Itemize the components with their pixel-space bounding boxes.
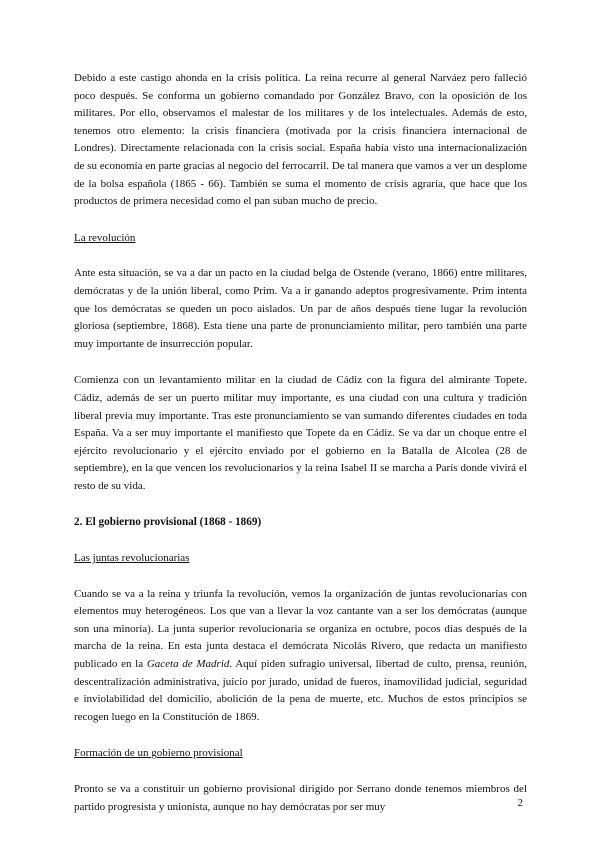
section-heading-gobierno-provisional: 2. El gobierno provisional (1868 - 1869) bbox=[74, 516, 262, 529]
page-content bbox=[74, 70, 527, 835]
paragraph-ostende-pact: Ante esta situación, se va a dar un pacto en la ciudad belga de Ostende (verano, 1866) entre militares, demócratas y de la unión liberal, como Prim. Va a ir ganando adeptos progresivamente. Prim intenta que los demócratas se queden un poco aislados. Un par de años después tiene lugar la revolución gloriosa (septiembre, 1868). Esta tiene una parte de pronunciamiento militar, pero también una parte muy importante de insurrección popular. bbox=[74, 267, 527, 350]
gaceta-de-madrid-title: Gaceta de Madrid bbox=[146, 658, 230, 671]
page-number: 2 bbox=[517, 797, 523, 809]
subheading-formacion-gobierno: Formación de un gobierno provisional bbox=[74, 747, 243, 760]
paragraph-juntas-text-2: . Aquí piden sufragio universal, libertad de culto, prensa, reunión, descentralización administrativa, juicio por jurado, unidad de fueros, inamovilidad judicial, seguridad e inviolabilidad del domicilio, abolición de la pena de muerte, etc. Muchos de estos principios se recogen luego en la Constitución de 1869. bbox=[74, 658, 527, 723]
paragraph-political-crisis: Debido a este castigo ahonda en la crisis política. La reina recurre al general Narváez pero falleció poco después. Se conforma un gobierno comandado por González Bravo, con la oposición de los militares. Por ello, observamos el malestar de los militares y de los intelectuales. Además de esto, tenemos otro elemento: la crisis financiera (motivada por la crisis financiera internacional de Londres). Directamente relacionada con la crisis social. España había visto una internacionalización de su economía en parte gracias al negocio del ferrocarril. De tal manera que vamos a ver un desplome de la bolsa española (1865 - 66). También se suma el momento de crisis agraria, que hace que los productos de primera necesidad como el pan suban mucho de precio. bbox=[74, 72, 527, 208]
subheading-la-revolucion: La revolución bbox=[74, 231, 136, 244]
paragraph-juntas bbox=[74, 586, 527, 727]
paragraph-gobierno-serrano: Pronto se va a constituir un gobierno provisional dirigido por Serrano donde tenemos miembros del partido progresista y unionista, aunque no hay demócratas por ser muy bbox=[74, 783, 527, 813]
paragraph-juntas-text-1: Cuando se va a la reina y triunfa la revolución, vemos la organización de juntas revolucionarias con elementos muy heterogéneos. Los que van a llevar la voz cantante van a ser los demócratas (aunque son una minoría). La junta superior revolucionaria se organiza en octubre, pocos días después de la marcha de la reina. En esta junta destaca el demócrata Nicolás Rivero, que redacta un manifiesto publicado en la bbox=[74, 587, 527, 671]
subheading-juntas-revolucionarias: Las juntas revolucionarias bbox=[74, 552, 190, 565]
paragraph-cadiz-uprising: Comienza con un levantamiento militar en la ciudad de Cádiz con la figura del almirante Topete. Cádiz, además de ser un puerto militar muy importante, es una ciudad con una cultura y tradición liberal previa muy importante. Tras este pronunciamiento se van sumando diferentes ciudades en toda España. Va a ser muy importante el manifiesto que Topete da en Cádiz. Se va dar un choque entre el ejército revolucionario y el ejército enviado por el gobierno en la Batalla de Alcolea (28 de septiembre), en la que vencen los revolucionarios y la reina Isabel II se marcha a París donde vivirá el resto de su vida. bbox=[74, 374, 527, 492]
